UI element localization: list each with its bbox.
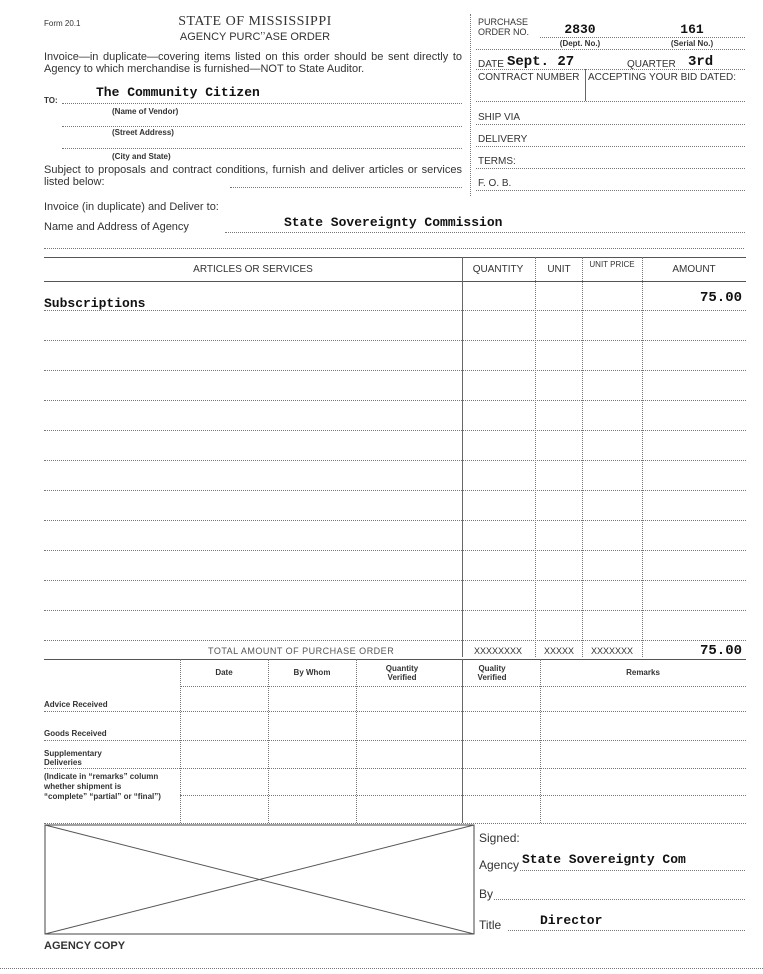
quarter-value: 3rd <box>688 54 714 70</box>
city-state-label: (City and State) <box>112 152 171 161</box>
vendor-name: The Community Citizen <box>96 85 260 100</box>
form-number: Form 20.1 <box>44 19 81 28</box>
total-amount: 75.00 <box>699 643 742 659</box>
articles-header: ARTICLES OR SERVICES <box>193 264 313 275</box>
advice-received-label: Advice Received <box>44 700 108 709</box>
invoice-note: Invoice—in duplicate—covering items listed on this order should be sent directly to Agency to which merchandise is furnished—NOT to State Auditor. <box>44 51 462 75</box>
total-quantity-filler: XXXXXXXX <box>473 646 523 656</box>
delivery-label: DELIVERY <box>478 134 528 145</box>
total-unit-price-filler: XXXXXXX <box>590 646 634 656</box>
subject-note: Subject to proposals and contract conditions, furnish and deliver articles or services listed below: <box>44 164 462 188</box>
receipt-remarks-header: Remarks <box>626 668 660 677</box>
unit-header: UNIT <box>547 264 571 275</box>
item-article: Subscriptions <box>44 296 146 311</box>
form-title: AGENCY PURCʼʼASE ORDER <box>179 31 331 43</box>
unit-price-header: UNIT PRICE <box>589 260 635 269</box>
signed-label: Signed: <box>479 831 520 845</box>
receipt-quality-verified-header: Quality Verified <box>477 664 507 682</box>
quarter-label: QUARTER <box>627 59 676 70</box>
amount-header: AMOUNT <box>672 264 716 275</box>
agency-name-value: State Sovereignty Commission <box>284 215 503 230</box>
vendor-name-label: (Name of Vendor) <box>112 107 179 116</box>
dept-number-label: (Dept. No.) <box>559 39 601 48</box>
goods-received-label: Goods Received <box>44 729 107 738</box>
title-label: Title <box>479 918 502 932</box>
state-heading: STATE OF MISSISSIPPI <box>178 14 332 29</box>
terms-label: TERMS: <box>478 156 516 167</box>
signature-agency-label: Agency <box>479 858 520 872</box>
receipt-quantity-verified-header: Quantity Verified <box>385 664 419 682</box>
ship-via-label: SHIP VIA <box>478 112 521 123</box>
date-value: Sept. 27 <box>507 54 575 70</box>
invoice-deliver-label: Invoice (in duplicate) and Deliver to: <box>44 201 219 213</box>
receipt-by-whom-header: By Whom <box>293 668 331 677</box>
by-label: By <box>479 887 494 901</box>
to-label: TO: <box>44 96 58 105</box>
street-address-label: (Street Address) <box>112 128 174 137</box>
title-value: Director <box>540 913 603 928</box>
total-label: TOTAL AMOUNT OF PURCHASE ORDER <box>208 646 395 656</box>
signature-agency-value: State Sovereignty Com <box>522 852 686 867</box>
fob-label: F. O. B. <box>478 178 512 189</box>
crossed-out-box <box>44 824 476 936</box>
total-unit-filler: XXXXX <box>543 646 574 656</box>
shipment-note: (Indicate in “remarks” column whether shipment is “complete” “partial” or “final”) <box>44 772 161 801</box>
po-number-label: PURCHASE ORDER NO. <box>478 17 530 37</box>
accepting-bid-label: ACCEPTING YOUR BID DATED: <box>588 72 736 83</box>
agency-copy-label: AGENCY COPY <box>44 940 126 952</box>
date-label: DATE <box>478 59 504 70</box>
supplementary-deliveries-label: Supplementary Deliveries <box>44 749 102 767</box>
dept-number: 2830 <box>564 22 596 37</box>
serial-number: 161 <box>680 22 704 37</box>
contract-number-label: CONTRACT NUMBER <box>478 72 580 83</box>
item-amount: 75.00 <box>699 290 742 306</box>
serial-number-label: (Serial No.) <box>670 39 714 48</box>
agency-name-label: Name and Address of Agency <box>44 221 189 233</box>
receipt-date-header: Date <box>215 668 233 677</box>
quantity-header: QUANTITY <box>472 264 524 275</box>
